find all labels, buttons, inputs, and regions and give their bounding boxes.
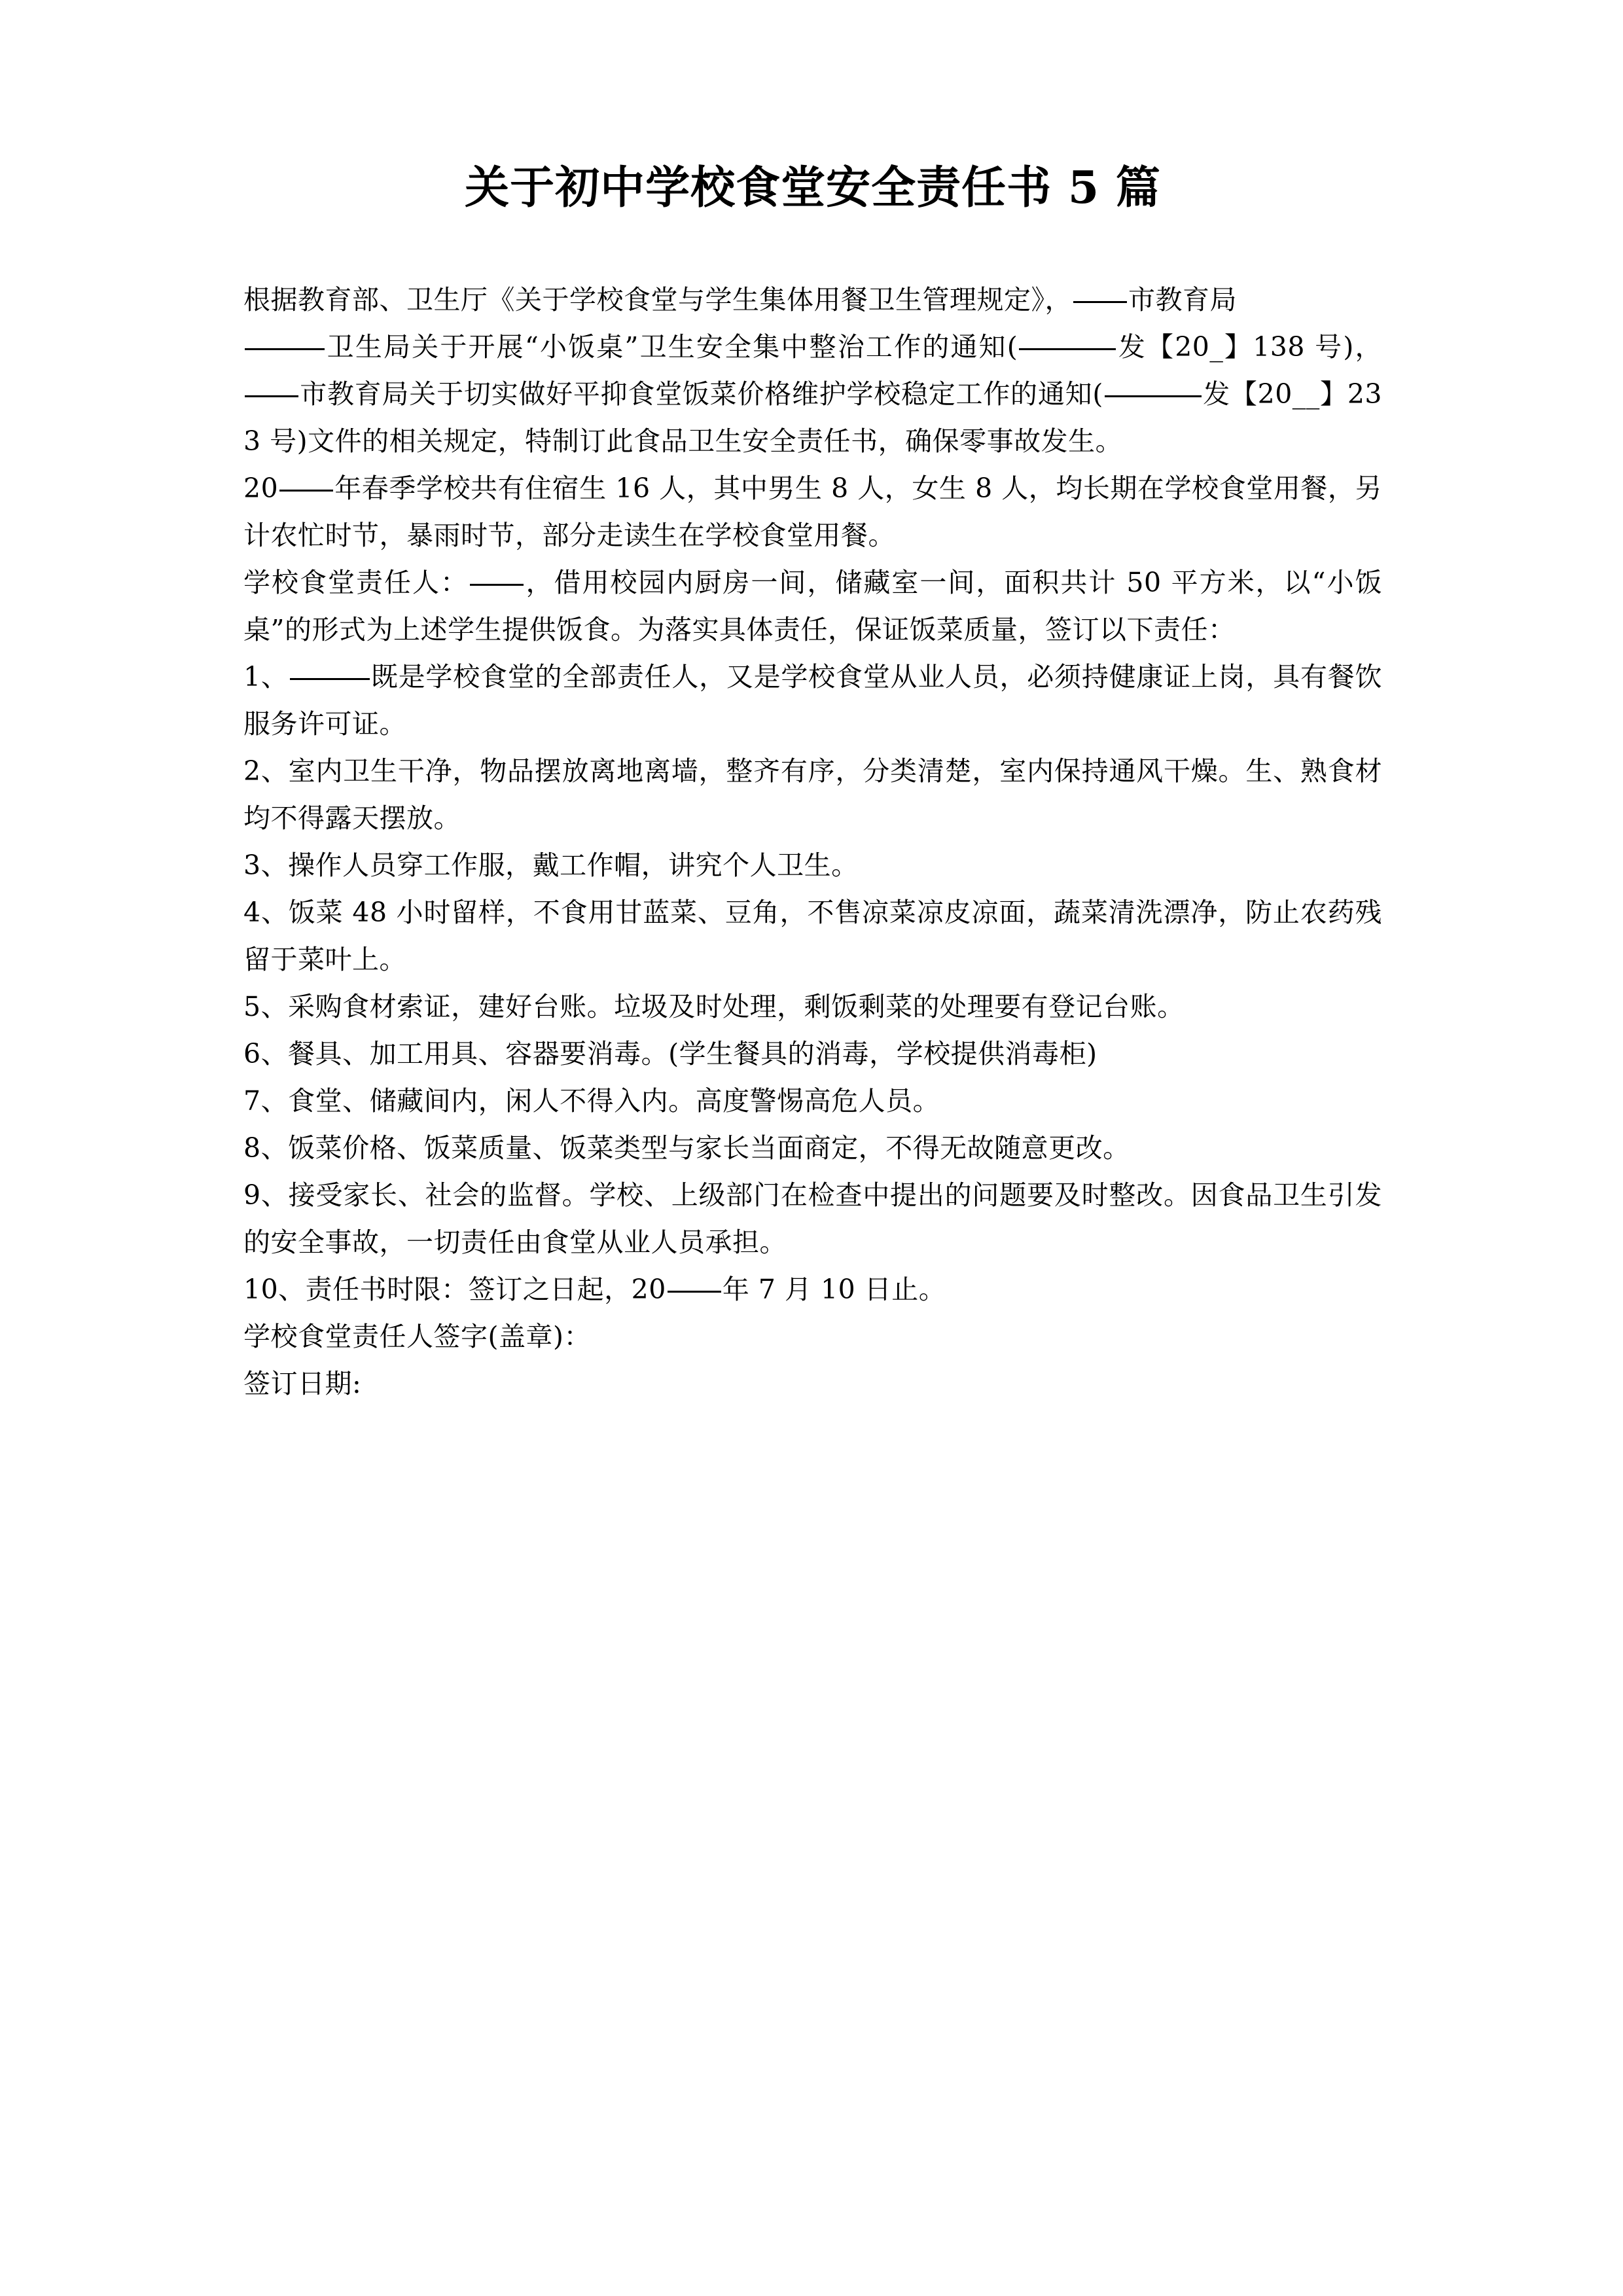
paragraph-text: 根据教育部、卫生厅《关于学校食堂与学生集体用餐卫生管理规定》， [243, 284, 1072, 316]
paragraph-text: ，借用校园内厨房一间，储藏室一间，面积共计 50 平方米，以“小饭桌”的形式为上述学生提供饭食。为落实具体责任，保证饭菜质量，签订以下责任： [243, 567, 1383, 646]
paragraph-text: 9、接受家长、社会的监督。学校、上级部门在检查中提出的问题要及时整改。因食品卫生引发的安全事故，一切责任由食堂从业人员承担。 [243, 1179, 1382, 1259]
fill-in-blank [668, 1266, 721, 1293]
paragraph-text: 市教育局 [1128, 284, 1237, 316]
paragraph-basis [243, 276, 1382, 323]
paragraph-text: 1、 [243, 661, 289, 693]
paragraph-responsible-person [243, 559, 1382, 653]
fill-in-blank [245, 323, 325, 350]
paragraph-text: 市教育局关于切实做好平抑食堂饭菜价格维护学校稳定工作的通知( [300, 378, 1103, 410]
paragraph-text: 4、饭菜 48 小时留样，不食用甘蓝菜、豆角，不售凉菜凉皮凉面，蔬菜清洗漂净，防止农药残留于菜叶上。 [243, 897, 1382, 976]
paragraph-text: 10、责任书时限：签订之日起，20 [243, 1274, 666, 1306]
signing-date-line [243, 1360, 1382, 1407]
clause-9 [243, 1172, 1382, 1266]
clause-2 [243, 747, 1382, 842]
paragraph-text: 卫生局关于开展“小饭桌”卫生安全集中整治工作的通知( [326, 331, 1018, 363]
paragraph-text: 5、采购食材索证，建好台账。垃圾及时处理，剩饭剩菜的处理要有登记台账。 [243, 991, 1185, 1023]
paragraph-text: 20 [243, 473, 279, 505]
fill-in-blank [1105, 370, 1202, 397]
clause-5 [243, 983, 1382, 1030]
fill-in-blank [245, 370, 298, 397]
page-title: 关于初中学校食堂安全责任书 5 篇 [465, 162, 1161, 214]
page-title-wrapper [243, 0, 1382, 213]
paragraph-text: 发【20__】233 号)文件的相关规定，特制订此食品卫生安全责任书，确保零事故发生。 [243, 378, 1382, 457]
clause-3 [243, 842, 1382, 889]
clause-6 [243, 1030, 1382, 1077]
paragraph-text: 发【20_】138 号)， [1117, 331, 1382, 363]
fill-in-blank [1019, 323, 1116, 350]
clause-10 [243, 1266, 1382, 1313]
clause-1 [243, 653, 1382, 747]
paragraph-text: 年春季学校共有住宿生 16 人，其中男生 8 人，女生 8 人，均长期在学校食堂用餐，另计农忙时节，暴雨时节，部分走读生在学校食堂用餐。 [243, 473, 1382, 552]
clause-4 [243, 889, 1382, 983]
paragraph-notice-reference [243, 323, 1382, 465]
paragraph-text: 2、室内卫生干净，物品摆放离地离墙，整齐有序，分类清楚，室内保持通风干燥。生、熟食材均不得露天摆放。 [243, 755, 1382, 834]
paragraph-text: 3、操作人员穿工作服，戴工作帽，讲究个人卫生。 [243, 850, 859, 882]
paragraph-text: 既是学校食堂的全部责任人，又是学校食堂从业人员，必须持健康证上岗，具有餐饮服务许可证。 [243, 661, 1382, 740]
fill-in-blank [290, 653, 370, 680]
paragraph-student-count [243, 465, 1382, 559]
paragraph-text: 年 7 月 10 日止。 [722, 1274, 946, 1306]
paragraph-text: 6、餐具、加工用具、容器要消毒。(学生餐具的消毒，学校提供消毒柜) [243, 1038, 1097, 1070]
fill-in-blank [470, 559, 524, 586]
signature-line [243, 1313, 1382, 1360]
document-content [243, 0, 1382, 1407]
clause-7 [243, 1077, 1382, 1124]
paragraph-text: 学校食堂责任人签字(盖章)： [243, 1321, 591, 1353]
fill-in-blank [279, 465, 333, 492]
fill-in-blank [1073, 276, 1127, 303]
document-body [243, 276, 1382, 1407]
clause-8 [243, 1124, 1382, 1172]
paragraph-text: 8、饭菜价格、饭菜质量、饭菜类型与家长当面商定，不得无故随意更改。 [243, 1132, 1130, 1164]
paragraph-text: 7、食堂、储藏间内，闲人不得入内。高度警惕高危人员。 [243, 1085, 940, 1117]
paragraph-text: 签订日期: [243, 1368, 362, 1400]
paragraph-text: 学校食堂责任人： [243, 567, 469, 599]
